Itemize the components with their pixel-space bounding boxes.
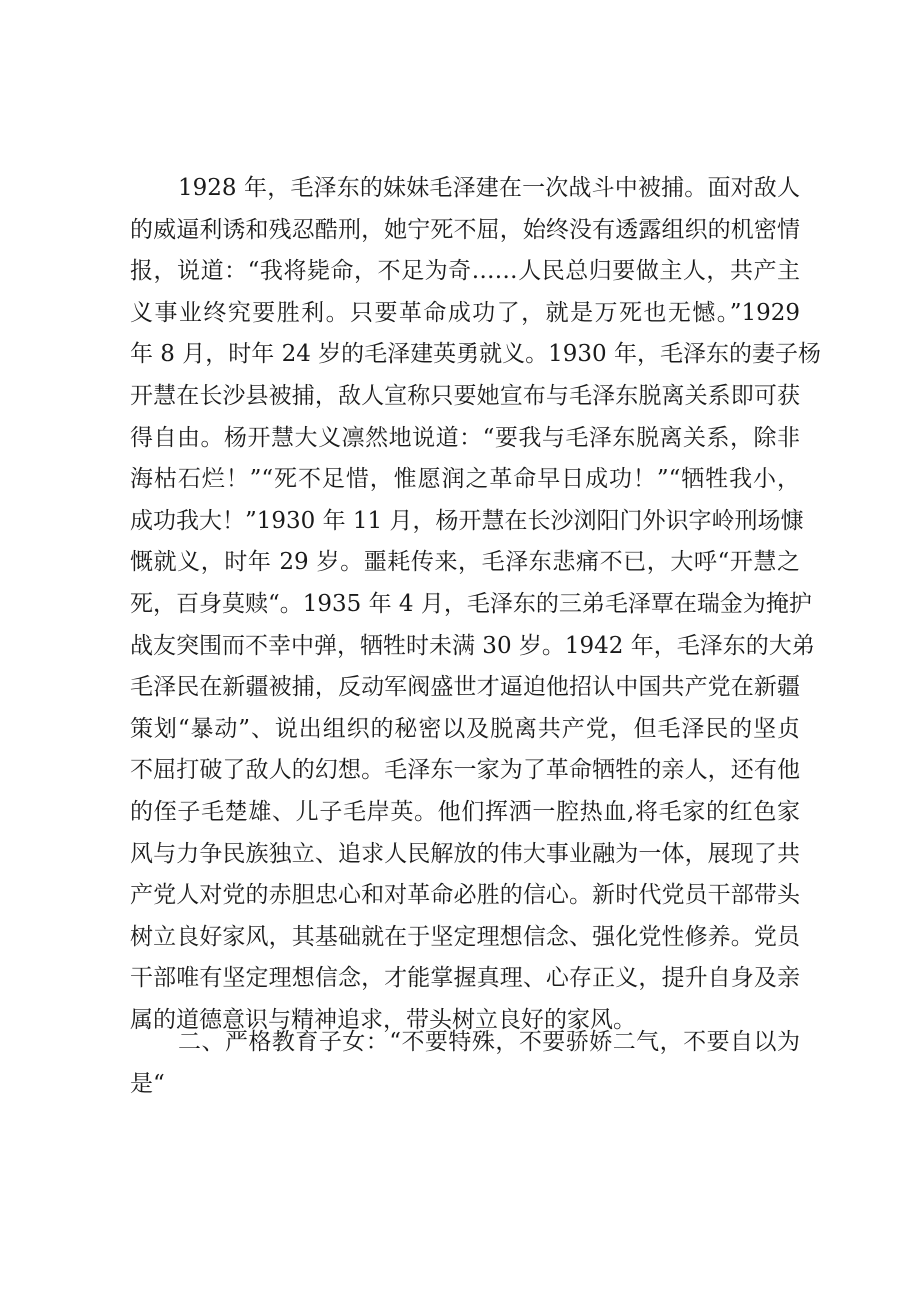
- text-line: 二、严格教育子女：“不要特殊，不要骄娇二气，不要自以为: [178, 1029, 800, 1055]
- text-line: 的侄子毛楚雄、儿子毛岸英。他们挥洒一腔热血,将毛家的红色家: [130, 798, 800, 825]
- text-line: 的威逼利诱和残忍酷刑，她宁死不屈，始终没有透露组织的机密情: [130, 216, 800, 243]
- text-line: 报，说道：“我将毙命，不足为奇……人民总归要做主人，共产主: [130, 258, 800, 285]
- text-line: 是“: [130, 1070, 165, 1097]
- text-line: 1928 年，毛泽东的妹妹毛泽建在一次战斗中被捕。面对敌人: [178, 175, 800, 201]
- text-line: 属的道德意识与精神追求，带头树立良好的家风。: [130, 1006, 636, 1033]
- text-line: 树立良好家风，其基础就在于坚定理想信念、强化党性修养。党员: [130, 923, 800, 950]
- section-heading-strict-education: [130, 1022, 800, 1105]
- text-line: 成功我大！”1930 年 11 月，杨开慧在长沙浏阳门外识字岭刑场慷: [130, 507, 804, 534]
- text-line: 战友突围而不幸中弹，牺牲时未满 30 岁。1942 年，毛泽东的大弟: [130, 632, 815, 659]
- text-line: 义事业终究要胜利。只要革命成功了，就是万死也无憾。”1929: [130, 299, 800, 326]
- text-line: 干部唯有坚定理想信念，才能掌握真理、心存正义，提升自身及亲: [130, 965, 800, 992]
- text-line: 死，百身莫赎“。1935 年 4 月，毛泽东的三弟毛泽覃在瑞金为掩护: [130, 590, 812, 617]
- text-line: 海枯石烂！”“死不足惜，惟愿润之革命早日成功！”“牺牲我小，: [130, 466, 800, 493]
- text-line: 慨就义，时年 29 岁。噩耗传来，毛泽东悲痛不已，大呼“开慧之: [130, 549, 800, 576]
- text-line: 年 8 月，时年 24 岁的毛泽建英勇就义。1930 年，毛泽东的妻子杨: [130, 341, 821, 368]
- text-line: 开慧在长沙县被捕，敌人宣称只要她宣布与毛泽东脱离关系即可获: [130, 382, 800, 409]
- text-line: 风与力争民族独立、追求人民解放的伟大事业融为一体，展现了共: [130, 840, 800, 867]
- text-line: 策划“暴动”、说出组织的秘密以及脱离共产党，但毛泽民的坚贞: [130, 715, 800, 742]
- text-line: 不屈打破了敌人的幻想。毛泽东一家为了革命牺牲的亲人，还有他: [130, 757, 800, 784]
- text-line: 产党人对党的赤胆忠心和对革命必胜的信心。新时代党员干部带头: [130, 882, 800, 909]
- text-line: 毛泽民在新疆被捕，反动军阀盛世才逼迫他招认中国共产党在新疆: [130, 674, 800, 701]
- paragraph-family-sacrifice: [130, 168, 821, 1041]
- text-line: 得自由。杨开慧大义凛然地说道：“要我与毛泽东脱离关系，除非: [130, 424, 800, 451]
